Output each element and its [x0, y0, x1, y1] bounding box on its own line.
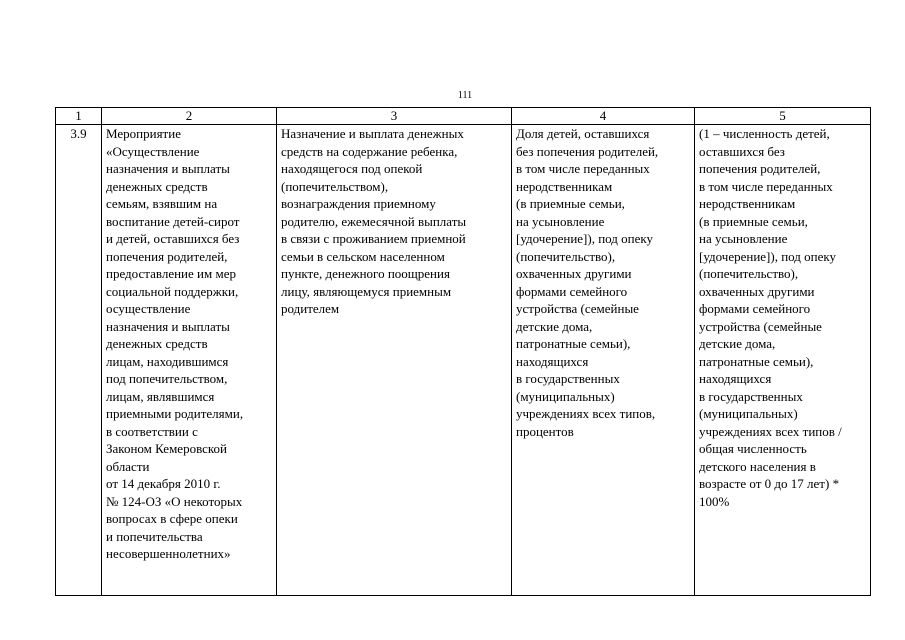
text-line: вознаграждения приемному	[281, 196, 436, 211]
text-line: пункте, денежного поощрения	[281, 266, 450, 281]
text-line: патронатные семьи),	[516, 336, 631, 351]
text-line: (муниципальных)	[699, 406, 798, 421]
text-line: в том числе переданных	[516, 161, 650, 176]
text-line: лицу, являющемуся приемным	[281, 283, 452, 299]
text-line: процентов	[516, 423, 574, 439]
text-line: (муниципальных)	[516, 388, 615, 404]
text-line: формами семейного	[516, 283, 628, 299]
text-line: возрасте от 0 до 17 лет) *	[699, 476, 840, 491]
text-line: предоставление им мер	[106, 266, 236, 281]
text-line: учреждениях всех типов /	[699, 423, 842, 439]
header-col-1: 1	[56, 108, 102, 125]
table-row	[56, 125, 871, 596]
text-line: в государственных	[516, 371, 620, 386]
text-line: вопросах в сфере опеки	[106, 511, 238, 526]
text-line: находящихся	[699, 371, 772, 386]
text-line: несовершеннолетних»	[106, 546, 231, 561]
text-line: средств на содержание ребенка,	[281, 143, 458, 159]
text-line: находящихся	[516, 353, 589, 369]
header-col-5: 5	[695, 108, 871, 125]
text-line: области	[106, 458, 150, 474]
text-line: на усыновление	[699, 231, 788, 246]
row-number-cell: 3.9	[56, 125, 102, 596]
text-line: Доля детей, оставшихся	[516, 126, 650, 141]
text-line: учреждениях всех типов,	[516, 406, 656, 421]
text-line: попечения родителей,	[106, 248, 228, 264]
text-line: без попечения родителей,	[516, 143, 659, 159]
text-line: от 14 декабря 2010 г.	[106, 476, 221, 491]
text-line: оставшихся без	[699, 143, 785, 159]
text-line: назначения и выплаты	[106, 318, 230, 334]
text-line: в соответствии с	[106, 423, 198, 439]
text-line: попечения родителей,	[699, 161, 821, 176]
header-col-4: 4	[512, 108, 695, 125]
text-line: охваченных другими	[516, 266, 632, 281]
text-line: семьям, взявшим на	[106, 196, 218, 211]
text-line: в связи с проживанием приемной	[281, 231, 466, 246]
indicator-formula-cell	[695, 125, 871, 596]
text-line: находящегося под опекой	[281, 161, 423, 176]
text-line: приемными родителями,	[106, 406, 244, 421]
text-line: детские дома,	[516, 318, 593, 334]
text-line: воспитание детей-сирот	[106, 213, 240, 229]
event-description-cell	[102, 125, 277, 596]
text-line: Законом Кемеровской	[106, 441, 228, 456]
text-line: Назначение и выплата денежных	[281, 126, 464, 141]
text-line: семьи в сельском населенном	[281, 248, 445, 264]
text-line: (попечительство),	[699, 266, 799, 281]
text-line: общая численность	[699, 441, 807, 456]
text-line: Мероприятие	[106, 126, 181, 141]
text-line: в государственных	[699, 388, 803, 404]
text-line: под попечительством,	[106, 371, 228, 386]
text-line: на усыновление	[516, 213, 605, 229]
text-line: и детей, оставшихся без	[106, 231, 240, 246]
text-line: социальной поддержки,	[106, 283, 239, 299]
text-line: (в приемные семьи,	[699, 213, 808, 229]
document-table	[55, 107, 871, 596]
text-line: лицам, находившимся	[106, 353, 229, 369]
text-line: детские дома,	[699, 336, 776, 351]
header-col-3: 3	[277, 108, 512, 125]
text-line: устройства (семейные	[516, 301, 639, 316]
text-line: и попечительства	[106, 528, 203, 544]
text-line: (1 – численность детей,	[699, 126, 830, 141]
table-header-row	[56, 108, 871, 125]
indicator-name-cell	[512, 125, 695, 596]
text-line: денежных средств	[106, 336, 208, 351]
text-line: неродственникам	[516, 178, 613, 194]
text-line: (попечительство),	[516, 248, 616, 264]
text-line: родителем	[281, 301, 340, 316]
text-line: [удочерение]), под опеку	[699, 248, 837, 264]
text-line: назначения и выплаты	[106, 161, 230, 176]
text-line: (попечительством),	[281, 178, 389, 194]
text-line: в том числе переданных	[699, 178, 833, 194]
text-line: патронатные семьи),	[699, 353, 814, 369]
text-line: формами семейного	[699, 301, 811, 316]
text-line: детского населения в	[699, 458, 816, 474]
text-line: [удочерение]), под опеку	[516, 231, 654, 246]
text-line: № 124-ОЗ «О некоторых	[106, 493, 243, 509]
text-line: «Осуществление	[106, 143, 200, 159]
page-number: 111	[457, 90, 473, 101]
text-line: осуществление	[106, 301, 191, 316]
text-line: 100%	[699, 493, 730, 509]
text-line: устройства (семейные	[699, 318, 822, 334]
text-line: охваченных другими	[699, 283, 815, 299]
header-col-2: 2	[102, 108, 277, 125]
text-line: (в приемные семьи,	[516, 196, 625, 211]
text-line: родителю, ежемесячной выплаты	[281, 213, 467, 229]
text-line: неродственникам	[699, 196, 796, 211]
text-line: лицам, являвшимся	[106, 388, 215, 404]
text-line: денежных средств	[106, 178, 208, 194]
action-description-cell	[277, 125, 512, 596]
